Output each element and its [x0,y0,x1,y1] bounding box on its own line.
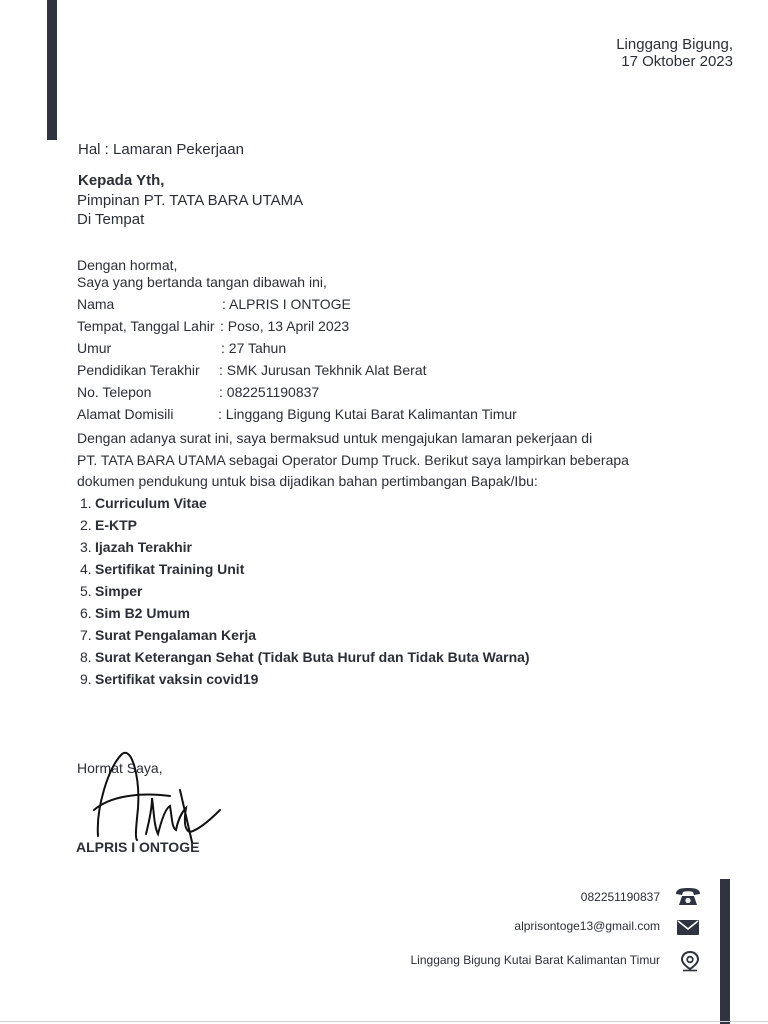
info-value: : Linggang Bigung Kutai Barat Kalimantan Timur [218,406,517,422]
list-item [80,646,530,668]
telephone-icon [675,886,701,908]
recipient-location: Di Tempat [77,211,145,228]
list-text: Simper [95,583,143,599]
recipient-greeting: Kepada Yth, [78,172,165,189]
info-value: : 27 Tahun [221,340,287,356]
contact-address: Linggang Bigung Kutai Barat Kalimantan Timur [410,953,660,967]
list-item [80,514,530,536]
letter-place: Linggang Bigung, [616,36,733,53]
list-text: Surat Pengalaman Kerja [95,627,257,643]
list-text: Sim B2 Umum [95,605,190,621]
handwritten-signature [80,748,230,848]
list-number: 9. [80,671,92,687]
salutation: Dengan hormat, [77,257,178,273]
info-label: Alamat Domisili [77,406,174,422]
info-value: : ALPRIS I ONTOGE [222,296,351,312]
list-number: 3. [80,539,92,555]
list-number: 6. [80,605,92,621]
list-text: Sertifikat vaksin covid19 [95,671,259,687]
decorative-bottom-bar [720,879,730,1024]
envelope-icon [675,916,701,938]
attachment-list [80,492,530,690]
info-value: : Poso, 13 April 2023 [220,318,350,334]
info-value: : 082251190837 [219,384,320,400]
list-number: 1. [80,495,92,511]
location-pin-icon [677,950,703,972]
info-label: Pendidikan Terakhir [77,362,200,378]
info-label: No. Telepon [77,384,152,400]
list-item [80,580,530,602]
recipient-name: Pimpinan PT. TATA BARA UTAMA [77,192,304,209]
letter-subject: Hal : Lamaran Pekerjaan [78,141,244,158]
list-text: Ijazah Terakhir [95,539,193,555]
intro-line: Saya yang bertanda tangan dibawah ini, [77,274,327,290]
list-item [80,668,530,690]
body-paragraph [77,428,677,493]
info-value: : SMK Jurusan Tekhnik Alat Berat [219,362,427,378]
decorative-top-bar [47,0,57,140]
closing-regards: Hormat Saya, [77,760,163,776]
list-item [80,602,530,624]
list-item [80,492,530,514]
info-label: Tempat, Tanggal Lahir [77,318,215,334]
contact-phone: 082251190837 [580,890,660,904]
list-item [80,536,530,558]
list-number: 7. [80,627,92,643]
body-line: dokumen pendukung untuk bisa dijadikan bahan pertimbangan Bapak/Ibu: [77,473,538,489]
list-item [80,558,530,580]
body-line: PT. TATA BARA UTAMA sebagai Operator Dump Truck. Berikut saya lampirkan beberapa [77,451,629,468]
list-text: Surat Keterangan Sehat (Tidak Buta Huruf dan Tidak Buta Warna) [95,649,530,665]
list-text: Sertifikat Training Unit [95,561,245,577]
list-number: 8. [80,649,92,665]
list-text: Curriculum Vitae [95,495,207,511]
page-bottom-border [0,1021,768,1022]
signatory-name: ALPRIS I ONTOGE [76,839,200,855]
info-label: Umur [77,340,112,356]
letter-date [616,36,733,70]
info-label: Nama [77,296,115,312]
contact-email: alprisontoge13@gmail.com [514,919,660,933]
body-line: Dengan adanya surat ini, saya bermaksud untuk mengajukan lamaran pekerjaan di [77,430,593,446]
list-number: 5. [80,583,92,599]
list-text: E-KTP [95,517,137,533]
letter-date-value: 17 Oktober 2023 [621,53,733,70]
list-number: 4. [80,561,92,577]
list-item [80,624,530,646]
list-number: 2. [80,517,92,533]
